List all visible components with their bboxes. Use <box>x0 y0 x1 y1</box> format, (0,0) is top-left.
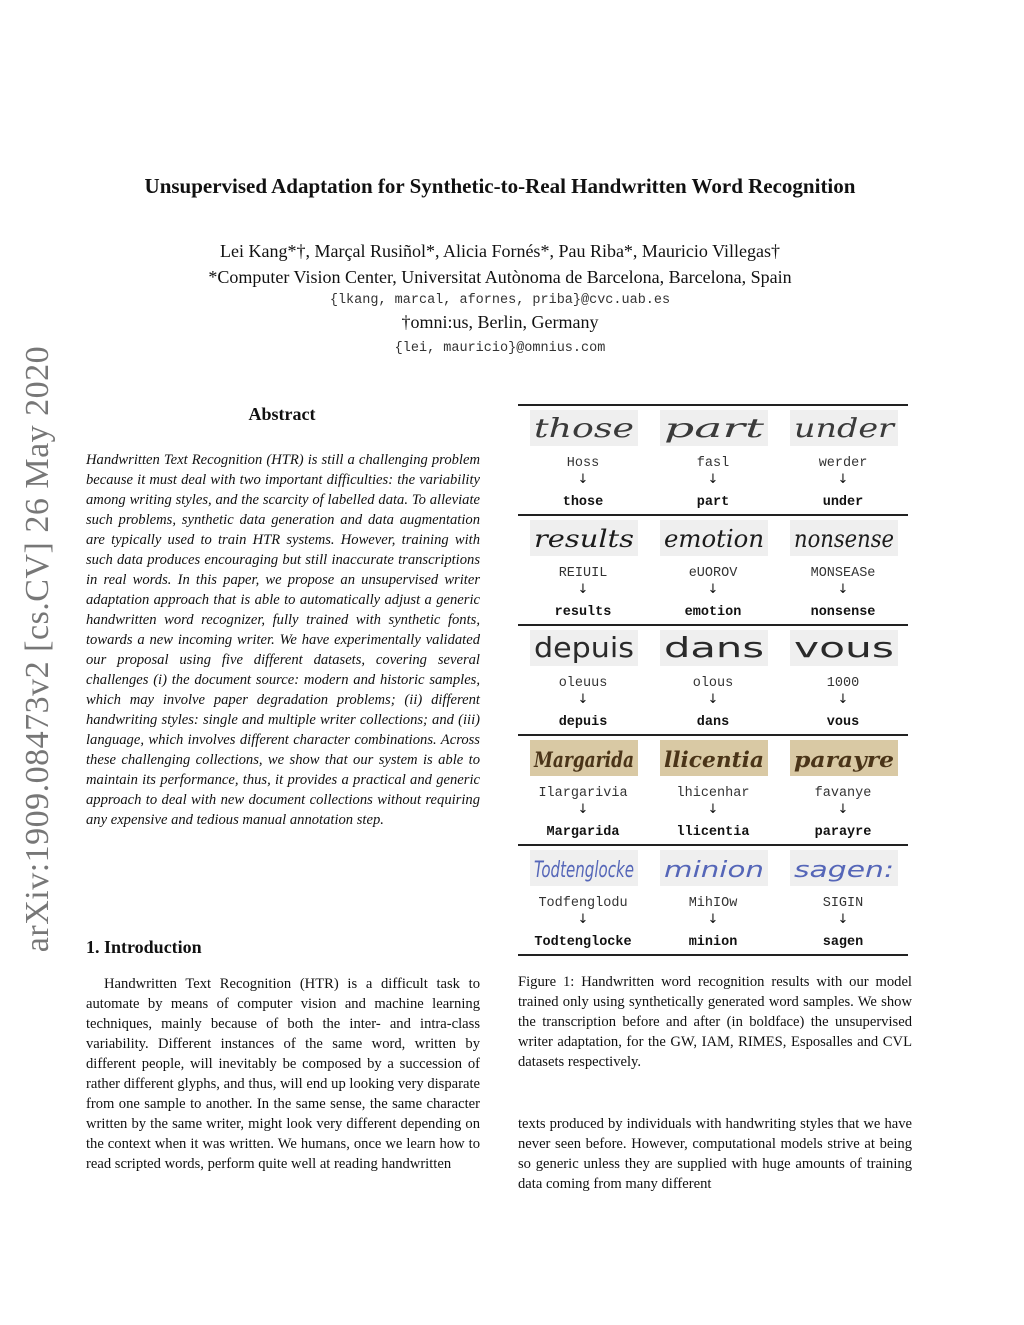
svg-text:dans: dans <box>664 631 764 664</box>
transcription-before: eUOROV <box>688 566 738 581</box>
figure-1 <box>518 404 908 956</box>
authors-block <box>0 238 1000 290</box>
transcription-before: MONSEASe <box>810 566 876 581</box>
figure-cell <box>518 516 648 624</box>
figure-caption: Figure 1: Handwritten word recognition results with our model trained only using synthetically generated word samples. We show the transcription before and after (in boldface) the unsupervised writer adaptation, for the GW, IAM, RIMES, Esposalles and CVL datasets respectively. <box>518 974 912 1070</box>
transcription-before: Hoss <box>566 456 600 471</box>
transcription-after: those <box>562 495 604 510</box>
transcription-before: olous <box>692 676 734 691</box>
figure-cell <box>648 406 778 514</box>
figure-row-esposalles <box>518 734 908 844</box>
svg-text:minion: minion <box>664 858 764 883</box>
email-1: {lkang, marcal, afornes, priba}@cvc.uab.es <box>329 293 671 308</box>
figure-cell <box>518 736 648 844</box>
introduction-heading: 1. Introduction <box>86 937 202 957</box>
transcription-before: Todfenglodu <box>538 896 628 911</box>
transcription-after: Margarida <box>546 825 620 840</box>
affiliation-2: †omni:us, Berlin, Germany <box>401 312 599 332</box>
figure-cell <box>518 846 648 954</box>
figure-row-cvl <box>518 844 908 956</box>
figure-cell <box>778 626 908 734</box>
figure-cell <box>648 846 778 954</box>
svg-text:vous: vous <box>794 631 894 664</box>
handwritten-word-image <box>660 850 768 886</box>
svg-text:parayre: parayre <box>794 747 894 772</box>
abstract-heading: Abstract <box>248 404 316 424</box>
transcription-after: parayre <box>814 825 872 840</box>
transcription-after: results <box>554 605 612 620</box>
down-arrow-icon: ↓ <box>577 472 589 487</box>
down-arrow-icon: ↓ <box>707 692 719 707</box>
figure-cell <box>518 626 648 734</box>
handwritten-word-image <box>530 630 638 666</box>
down-arrow-icon: ↓ <box>837 582 849 597</box>
handwritten-word-image <box>790 410 898 446</box>
transcription-after: vous <box>826 715 860 730</box>
handwritten-word-image <box>530 740 638 776</box>
down-arrow-icon: ↓ <box>577 582 589 597</box>
down-arrow-icon: ↓ <box>577 802 589 817</box>
transcription-after: emotion <box>684 605 742 620</box>
figure-row-rimes <box>518 624 908 734</box>
svg-text:depuis: depuis <box>534 631 634 664</box>
figure-cell <box>648 736 778 844</box>
down-arrow-icon: ↓ <box>707 912 719 927</box>
introduction-continuation: texts produced by individuals with handwriting styles that we have never seen before. However, computational models strive at being so generic unless they are supplied with huge amounts of training data coming from many different <box>518 1116 912 1192</box>
transcription-before: favanye <box>814 786 872 801</box>
handwritten-word-image <box>790 850 898 886</box>
transcription-after: dans <box>696 715 730 730</box>
affiliation-1: *Computer Vision Center, Universitat Autònoma de Barcelona, Barcelona, Spain <box>208 267 792 287</box>
transcription-after: nonsense <box>810 605 876 620</box>
down-arrow-icon: ↓ <box>577 692 589 707</box>
arxiv-stamp: arXiv:1909.08473v2 [cs.CV] 26 May 2020 <box>19 345 56 953</box>
email-2: {lei, mauricio}@omnius.com <box>394 341 606 356</box>
handwritten-word-image <box>530 850 638 886</box>
handwritten-word-image <box>530 520 638 556</box>
transcription-after: Todtenglocke <box>534 935 632 950</box>
svg-text:Margarida: Margarida <box>533 747 634 772</box>
transcription-before: MihIOw <box>688 896 738 911</box>
svg-text:results: results <box>534 525 634 553</box>
handwritten-word-image <box>660 410 768 446</box>
handwritten-word-image <box>790 520 898 556</box>
handwritten-word-image <box>790 630 898 666</box>
svg-text:those: those <box>534 414 634 444</box>
svg-text:Todtenglocke: Todtenglocke <box>534 858 634 883</box>
handwritten-word-image <box>660 740 768 776</box>
svg-text:under: under <box>794 414 897 444</box>
handwritten-word-image <box>530 410 638 446</box>
figure-row-gw <box>518 404 908 514</box>
transcription-after: under <box>822 495 864 510</box>
transcription-after: llicentia <box>676 825 750 840</box>
svg-text:part: part <box>664 414 765 444</box>
down-arrow-icon: ↓ <box>837 802 849 817</box>
figure-cell <box>778 516 908 624</box>
authors-line: Lei Kang*†, Marçal Rusiñol*, Alicia Fornés*, Pau Riba*, Mauricio Villegas† <box>220 241 780 261</box>
transcription-after: minion <box>688 935 738 950</box>
paper-title: Unsupervised Adaptation for Synthetic-to-Real Handwritten Word Recognition <box>144 174 856 198</box>
down-arrow-icon: ↓ <box>837 912 849 927</box>
transcription-before: 1000 <box>826 676 860 691</box>
figure-cell <box>648 626 778 734</box>
svg-text:emotion: emotion <box>664 525 764 553</box>
abstract-text: Handwritten Text Recognition (HTR) is still a challenging problem because it must deal with two important difficulties: the variability among writing styles, and the scarcity of labelled data. To alleviate such problems, synthetic data generation and data augmentation are typically used to train HTR systems. However, training with such data produces encouraging but still inaccurate transcriptions in real words. In this paper, we propose an unsupervised writer adaptation approach that is able to automatically adjust a generic handwritten word recognizer, fully trained with synthetic fonts, towards a new incoming writer. We have experimentally validated our proposal using five different datasets, covering several challenges (i) the document source: modern and historic samples, which may involve paper degradation problems; (ii) different handwriting styles: single and multiple writer collections; and (iii) language, which involves different character combinations. Across these challenging collections, we show that our system is able to maintain its performance, thus, it provides a practical and generic approach to deal with new document collections without requiring any expensive and tedious manual annotation step. <box>86 452 480 828</box>
down-arrow-icon: ↓ <box>837 692 849 707</box>
figure-cell <box>518 406 648 514</box>
down-arrow-icon: ↓ <box>707 472 719 487</box>
transcription-after: sagen <box>822 935 864 950</box>
svg-text:llicentia: llicentia <box>664 747 764 772</box>
down-arrow-icon: ↓ <box>707 802 719 817</box>
down-arrow-icon: ↓ <box>837 472 849 487</box>
transcription-before: Ilargarivia <box>538 786 628 801</box>
handwritten-word-image <box>790 740 898 776</box>
transcription-before: oleuus <box>558 676 608 691</box>
figure-cell <box>778 406 908 514</box>
transcription-before: fasl <box>696 456 730 471</box>
down-arrow-icon: ↓ <box>707 582 719 597</box>
transcription-after: part <box>696 495 730 510</box>
handwritten-word-image <box>660 630 768 666</box>
transcription-before: werder <box>818 456 868 471</box>
down-arrow-icon: ↓ <box>577 912 589 927</box>
transcription-before: lhicenhar <box>676 786 750 801</box>
figure-cell <box>778 846 908 954</box>
figure-cell <box>648 516 778 624</box>
transcription-before: SIGIN <box>822 896 864 911</box>
figure-cell <box>778 736 908 844</box>
transcription-after: depuis <box>558 715 608 730</box>
handwritten-word-image <box>660 520 768 556</box>
figure-row-iam <box>518 514 908 624</box>
svg-text:nonsense: nonsense <box>794 525 894 553</box>
introduction-text: Handwritten Text Recognition (HTR) is a difficult task to automate by means of computer vision and machine learning techniques, mainly because of both the inter- and intra-class variability. Different instances of the same word, written by different people, will inevitably be composed by a succession of rather different glyphs, and thus, will end up looking very disparate from one sample to another. In the same sense, the same character written by the same writer, might look very different depending on the context when it was written. We humans, once we learn how to read scripted words, perform quite well at reading handwritten <box>86 976 480 1172</box>
svg-text:sagen:: sagen: <box>794 858 894 883</box>
transcription-before: REIUIL <box>558 566 608 581</box>
